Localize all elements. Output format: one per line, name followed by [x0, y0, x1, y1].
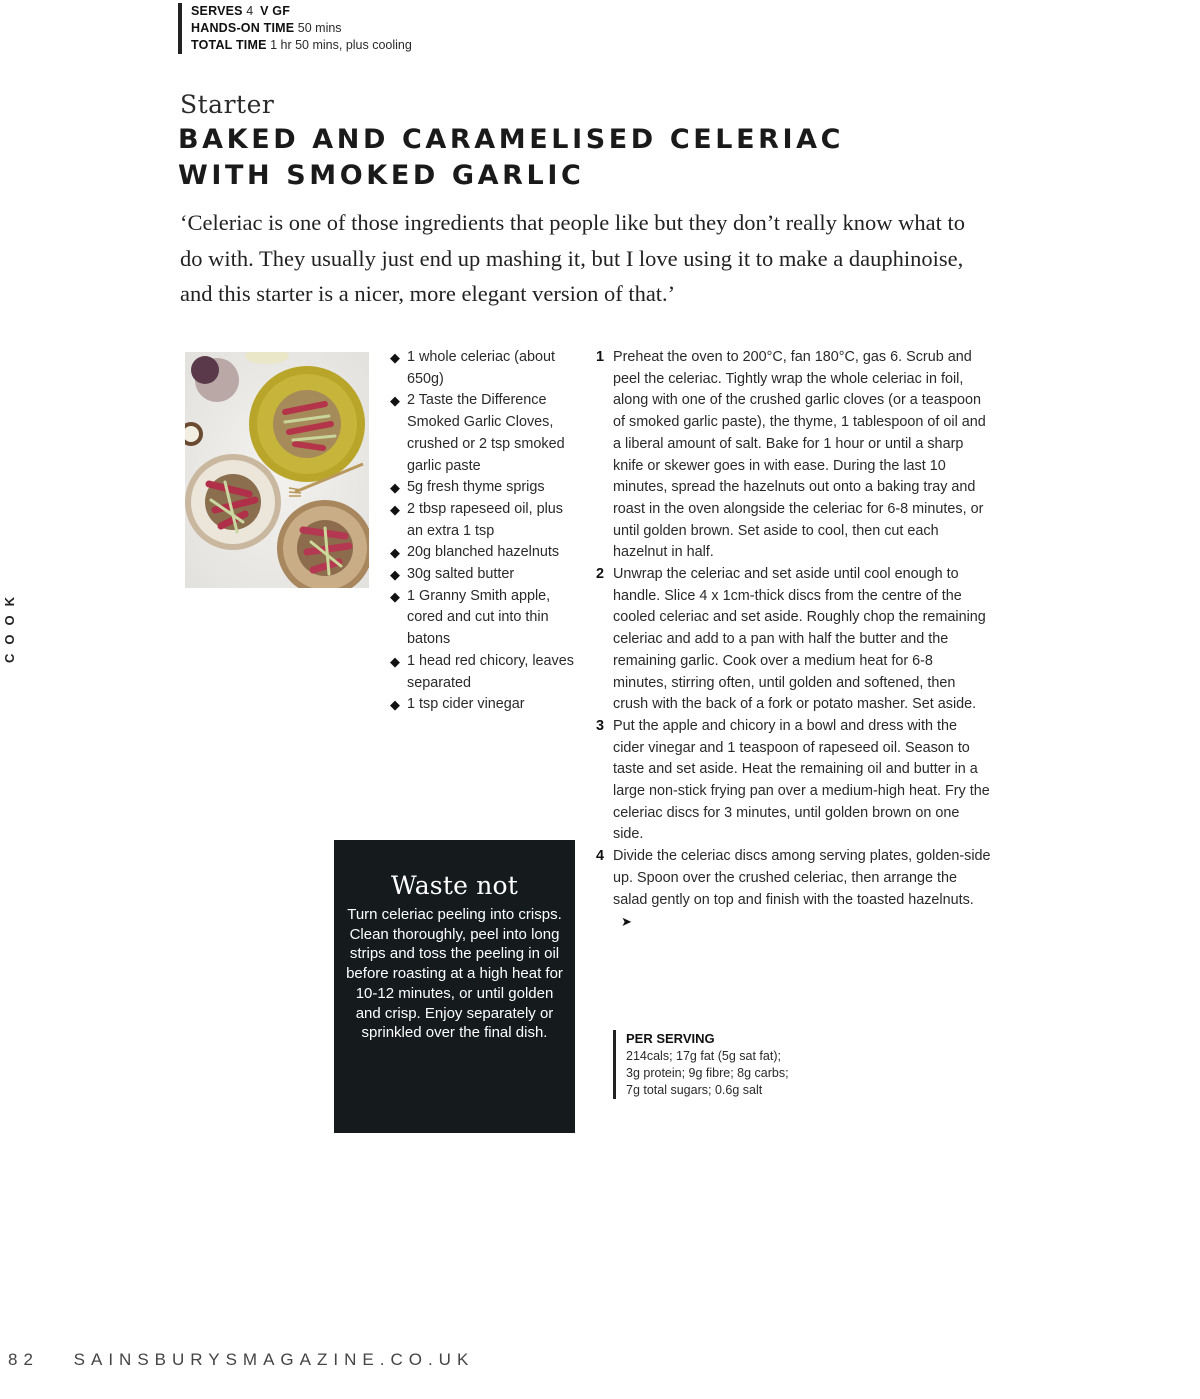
method-step: [596, 347, 991, 564]
ingredient-item: ◆ 20g blanched hazelnuts: [390, 542, 580, 564]
diamond-bullet-icon: ◆: [390, 350, 400, 365]
step-text: Divide the celeriac discs among serving plates, golden-side up. Spoon over the crushed celeriac, then arrange the salad gently on top and finish with the toasted hazelnuts.: [613, 848, 991, 908]
total-time-value: 1 hr 50 mins, plus cooling: [270, 38, 412, 52]
diamond-bullet-icon: ◆: [390, 545, 400, 561]
step-text: Preheat the oven to 200°C, fan 180°C, gas 6. Scrub and peel the celeriac. Tightly wrap the whole celeriac in foil, along with one of the crushed garlic cloves (or a teaspoon of smoked garlic paste), the thyme, 1 tablespoon of oil and a liberal amount of salt. Bake for 1 hour or until a sharp knife or skewer goes in with ease. During the last 10 minutes, spread the hazelnuts out onto a baking tray and roast in the oven alongside the celeriac for 6-8 minutes, or until golden brown. Set aside to cool, then cut each hazelnut in half.: [613, 349, 986, 561]
method-step: [596, 846, 991, 934]
tip-body: Turn celeriac peeling into crisps. Clean thoroughly, peel into long strips and toss the peeling in oil before roasting at a high heat for 10-12 minutes, or until golden and crisp. Enjoy separately or sprinkled over the final dish.: [346, 906, 563, 1042]
page-number: 82: [8, 1350, 39, 1369]
recipe-title: [178, 122, 878, 194]
ingredient-item: ◆ 5g fresh thyme sprigs: [390, 477, 580, 499]
step-number: 3: [596, 717, 605, 734]
step-text: Unwrap the celeriac and set aside until cool enough to handle. Slice 4 x 1cm-thick discs from the centre of the cooled celeriac and set aside. Roughly chop the remaining celeriac and add to a pan with half the butter and the remaining garlic. Cook over a medium heat for 6-8 minutes, stirring often, until golden and softened, then crush with the back of a fork or potato masher. Set aside.: [613, 566, 986, 713]
nutrition-line-3: 7g total sugars; 0.6g salt: [626, 1083, 763, 1097]
step-text: Put the apple and chicory in a bowl and dress with the cider vinegar and 1 teaspoon of rapeseed oil. Season to taste and set aside. Heat the remaining oil and butter in a large non-stick frying pan over a medium-high heat. Fry the celeriac discs for 3 minutes, until golden brown on one side.: [613, 717, 990, 843]
step-number: 2: [596, 566, 605, 583]
recipe-meta: [178, 3, 412, 54]
ingredient-item: ◆ 1 head red chicory, leaves separated: [390, 652, 574, 691]
hands-on-label: HANDS-ON TIME: [191, 21, 295, 35]
website-url: SAINSBURYSMAGAZINE.CO.UK: [73, 1350, 475, 1369]
diamond-bullet-icon: ◆: [390, 480, 400, 496]
section-side-label: COOK: [2, 588, 17, 663]
tip-title: Waste not: [390, 871, 519, 900]
recipe-category: Starter: [180, 90, 275, 119]
ingredient-item: ◆ 2 tbsp rapeseed oil, plus an extra 1 tsp: [390, 500, 563, 539]
method-step: [596, 564, 991, 716]
ingredient-item: ◆ 30g salted butter: [390, 564, 580, 586]
hands-on-row: [191, 20, 412, 37]
continue-arrow-icon: ➤: [621, 914, 632, 930]
total-time-label: TOTAL TIME: [191, 38, 267, 52]
step-number: 4: [596, 848, 605, 865]
ingredient-item: ◆ 1 whole celeriac (about 650g): [390, 349, 555, 387]
nutrition-info: [613, 1030, 789, 1099]
hands-on-value: 50 mins: [297, 21, 342, 35]
page-footer: [8, 1350, 474, 1370]
nutrition-line-1: 214cals; 17g fat (5g sat fat);: [626, 1049, 781, 1063]
recipe-title-line-1: BAKED AND CARAMELISED CELERIAC: [178, 124, 845, 155]
food-photo-illustration: [185, 352, 369, 588]
diamond-bullet-icon: ◆: [390, 697, 400, 713]
recipe-title-line-2: WITH SMOKED GARLIC: [178, 160, 585, 191]
step-number: 1: [596, 349, 605, 365]
serves-value: 4: [246, 4, 254, 18]
serves-label: SERVES: [191, 4, 243, 18]
total-time-row: [191, 37, 412, 54]
diamond-bullet-icon: ◆: [390, 588, 400, 604]
ingredient-item: ◆ 1 Granny Smith apple, cored and cut into thin batons: [390, 587, 551, 648]
waste-not-tip-box: [334, 840, 575, 1133]
ingredient-item: ◆ 1 tsp cider vinegar: [390, 694, 580, 716]
diet-tags: V GF: [260, 4, 291, 18]
recipe-photo: [185, 352, 369, 588]
diamond-bullet-icon: ◆: [390, 567, 400, 583]
nutrition-line-2: 3g protein; 9g fibre; 8g carbs;: [626, 1066, 789, 1080]
ingredients-list: [390, 347, 580, 716]
serves-row: [191, 3, 412, 20]
diamond-bullet-icon: ◆: [390, 393, 400, 409]
diamond-bullet-icon: ◆: [390, 501, 400, 517]
method-step: [596, 716, 991, 846]
ingredient-item: ◆ 2 Taste the Difference Smoked Garlic Cloves, crushed or 2 tsp smoked garlic paste: [390, 392, 565, 474]
intro-quote: ‘Celeriac is one of those ingredients that people like but they don’t really know what to do with. They usually just end up mashing it, but I love using it to make a dauphinoise, and this starter is a nicer, more elegant version of that.’: [180, 210, 966, 306]
method-steps: [596, 347, 991, 934]
diamond-bullet-icon: ◆: [390, 653, 400, 669]
nutrition-label: PER SERVING: [626, 1031, 715, 1046]
